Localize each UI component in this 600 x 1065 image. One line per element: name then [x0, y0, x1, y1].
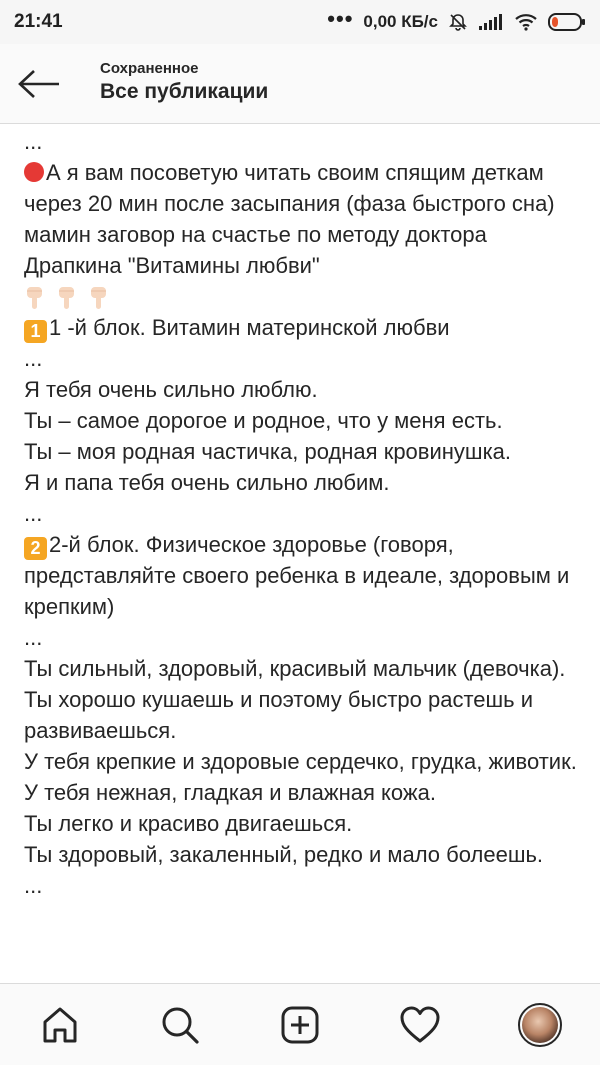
- pointing-down-hand-icon: [56, 285, 78, 311]
- nav-activity-button[interactable]: [390, 995, 450, 1055]
- caption-line: [24, 808, 584, 839]
- caption-text: ...: [24, 873, 43, 898]
- nav-search-button[interactable]: [150, 995, 210, 1055]
- caption-text: Ты легко и красиво двигаешься.: [24, 811, 353, 836]
- caption-line: [24, 281, 584, 312]
- network-speed: 0,00 КБ/с: [363, 12, 438, 31]
- caption-text: А я вам посоветую читать своим спящим деткам через 20 мин после засыпания (фаза быстрого сна) мамин заговор на счастье по методу доктора Драпкина "Витамины любви": [24, 160, 555, 278]
- caption-line: [24, 870, 584, 901]
- back-arrow-icon: [17, 69, 61, 99]
- app-header: [0, 44, 600, 124]
- caption-line: [24, 405, 584, 436]
- caption-line: [24, 498, 584, 529]
- caption-text: Ты – самое дорогое и родное, что у меня есть.: [24, 408, 503, 433]
- caption-line: [24, 622, 584, 653]
- nav-profile-button[interactable]: [510, 995, 570, 1055]
- home-icon: [40, 1005, 80, 1045]
- profile-avatar: [518, 1003, 562, 1047]
- status-time: 21:41: [14, 11, 63, 32]
- caption-line: [24, 126, 584, 157]
- nav-home-button[interactable]: [30, 995, 90, 1055]
- red-circle-emoji-icon: [24, 162, 44, 182]
- keycap-number-emoji-icon: 1: [24, 320, 47, 343]
- caption-line: [24, 436, 584, 467]
- back-button[interactable]: [14, 62, 64, 106]
- activity-heart-icon: [399, 1005, 441, 1045]
- pointing-down-hand-icon: [24, 285, 46, 311]
- caption-line: [24, 157, 584, 281]
- battery-icon: [548, 12, 586, 32]
- caption-line: [24, 312, 584, 343]
- caption-text: ...: [24, 129, 43, 154]
- caption-text: Ты – моя родная частичка, родная кровинушка.: [24, 439, 512, 464]
- signal-icon: [478, 13, 504, 31]
- caption-text: Ты сильный, здоровый, красивый мальчик (девочка).: [24, 656, 566, 681]
- caption-text: У тебя нежная, гладкая и влажная кожа.: [24, 780, 436, 805]
- keycap-number-emoji-icon: 2: [24, 537, 47, 560]
- caption-text: ...: [24, 625, 43, 650]
- add-post-icon: [280, 1005, 320, 1045]
- wifi-icon: [514, 13, 538, 31]
- pointing-down-emojis: [24, 285, 110, 311]
- caption-text: ...: [24, 501, 43, 526]
- status-bar: [0, 0, 600, 44]
- caption-line: [24, 529, 584, 622]
- caption-text: Ты хорошо кушаешь и поэтому быстро растешь и развиваешься.: [24, 687, 534, 743]
- caption-text: Я тебя очень сильно люблю.: [24, 377, 318, 402]
- mute-bell-icon: [448, 12, 468, 32]
- header-subtitle: Сохраненное: [100, 60, 199, 77]
- post-caption: [24, 126, 584, 984]
- pointing-down-hand-icon: [88, 285, 110, 311]
- caption-text: Ты здоровый, закаленный, редко и мало болеешь.: [24, 842, 544, 867]
- caption-line: [24, 374, 584, 405]
- caption-line: [24, 467, 584, 498]
- caption-text: 1 -й блок. Витамин материнской любви: [49, 315, 450, 340]
- nav-add-post-button[interactable]: [270, 995, 330, 1055]
- caption-line: [24, 746, 584, 777]
- status-icons: [327, 6, 586, 32]
- caption-line: [24, 653, 584, 684]
- caption-text: ...: [24, 346, 43, 371]
- caption-text: Я и папа тебя очень сильно любим.: [24, 470, 390, 495]
- caption-line: [24, 839, 584, 870]
- caption-text: 2-й блок. Физическое здоровье (говоря, представляйте своего ребенка в идеале, здоровым и крепким): [24, 532, 570, 619]
- search-icon: [160, 1005, 200, 1045]
- caption-line: [24, 777, 584, 808]
- header-title: Все публикации: [100, 80, 269, 103]
- caption-line: [24, 684, 584, 746]
- avatar-photo: [522, 1007, 558, 1043]
- bottom-navigation: [0, 983, 600, 1065]
- notification-dots-icon: •••: [327, 6, 354, 31]
- caption-line: [24, 343, 584, 374]
- caption-text: У тебя крепкие и здоровые сердечко, грудка, животик.: [24, 749, 577, 774]
